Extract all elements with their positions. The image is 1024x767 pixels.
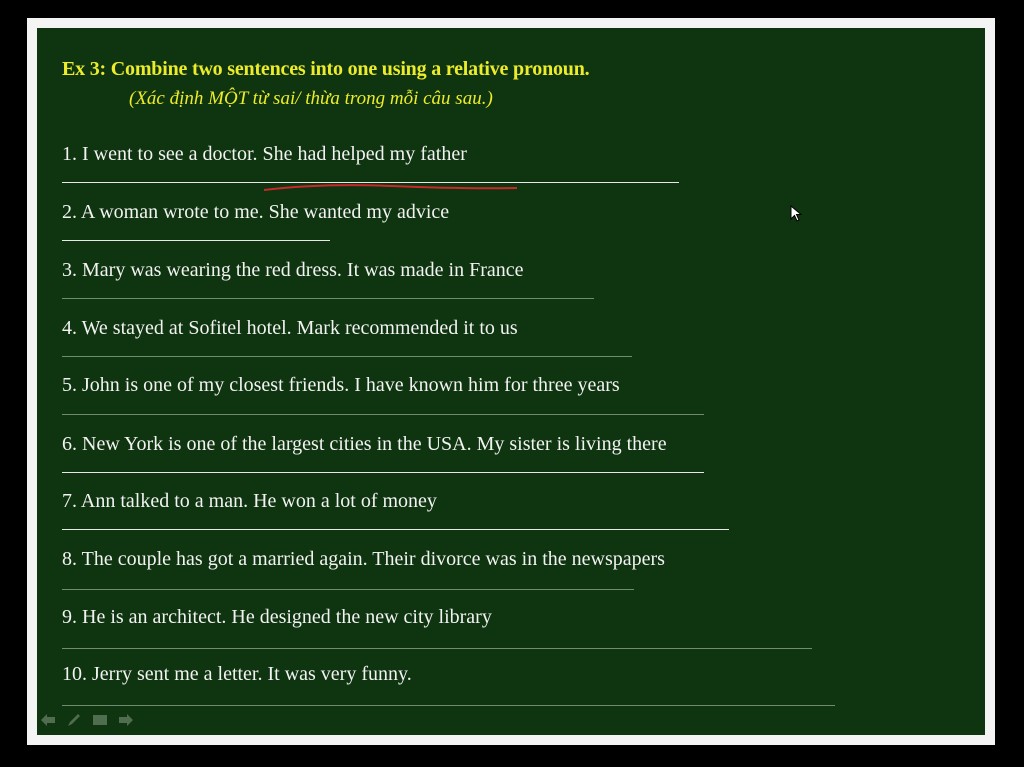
- next-slide-icon: [118, 713, 134, 727]
- exercise-item-2: 2. A woman wrote to me. She wanted my advice: [62, 201, 450, 223]
- red-underline-annotation: [262, 180, 522, 194]
- next-slide-button[interactable]: [117, 711, 135, 729]
- exercise-item-4: 4. We stayed at Sofitel hotel. Mark recommended it to us: [62, 317, 518, 339]
- previous-slide-button[interactable]: [39, 711, 57, 729]
- answer-line-7: [62, 529, 729, 530]
- presentation-slide: [37, 28, 985, 735]
- exercise-title: Ex 3: Combine two sentences into one using a relative pronoun.: [62, 58, 590, 80]
- pen-icon: [66, 712, 82, 728]
- answer-line-10: [62, 705, 835, 706]
- slide-menu-button[interactable]: [91, 711, 109, 729]
- answer-line-6: [62, 472, 704, 473]
- answer-line-2: [62, 240, 330, 241]
- exercise-item-1: 1. I went to see a doctor. She had helped my father: [62, 143, 467, 165]
- slide-menu-icon: [92, 713, 108, 727]
- exercise-item-8: 8. The couple has got a married again. Their divorce was in the newspapers: [62, 548, 665, 570]
- mouse-pointer-icon: [790, 205, 804, 223]
- exercise-item-9: 9. He is an architect. He designed the new city library: [62, 606, 492, 628]
- answer-line-3: [62, 298, 594, 299]
- exercise-item-7: 7. Ann talked to a man. He won a lot of money: [62, 490, 437, 512]
- answer-line-4: [62, 356, 632, 357]
- slide-frame: [27, 18, 995, 745]
- answer-line-9: [62, 648, 812, 649]
- exercise-item-3: 3. Mary was wearing the red dress. It was made in France: [62, 259, 524, 281]
- slide-navigation: [37, 711, 135, 729]
- answer-line-8: [62, 589, 634, 590]
- answer-line-5: [62, 414, 704, 415]
- exercise-item-5: 5. John is one of my closest friends. I have known him for three years: [62, 374, 620, 396]
- exercise-instructions: (Xác định MỘT từ sai/ thừa trong mỗi câu sau.): [129, 88, 493, 109]
- exercise-item-10: 10. Jerry sent me a letter. It was very funny.: [62, 663, 412, 685]
- previous-slide-icon: [40, 713, 56, 727]
- pen-tool-button[interactable]: [65, 711, 83, 729]
- exercise-item-6: 6. New York is one of the largest cities in the USA. My sister is living there: [62, 433, 667, 455]
